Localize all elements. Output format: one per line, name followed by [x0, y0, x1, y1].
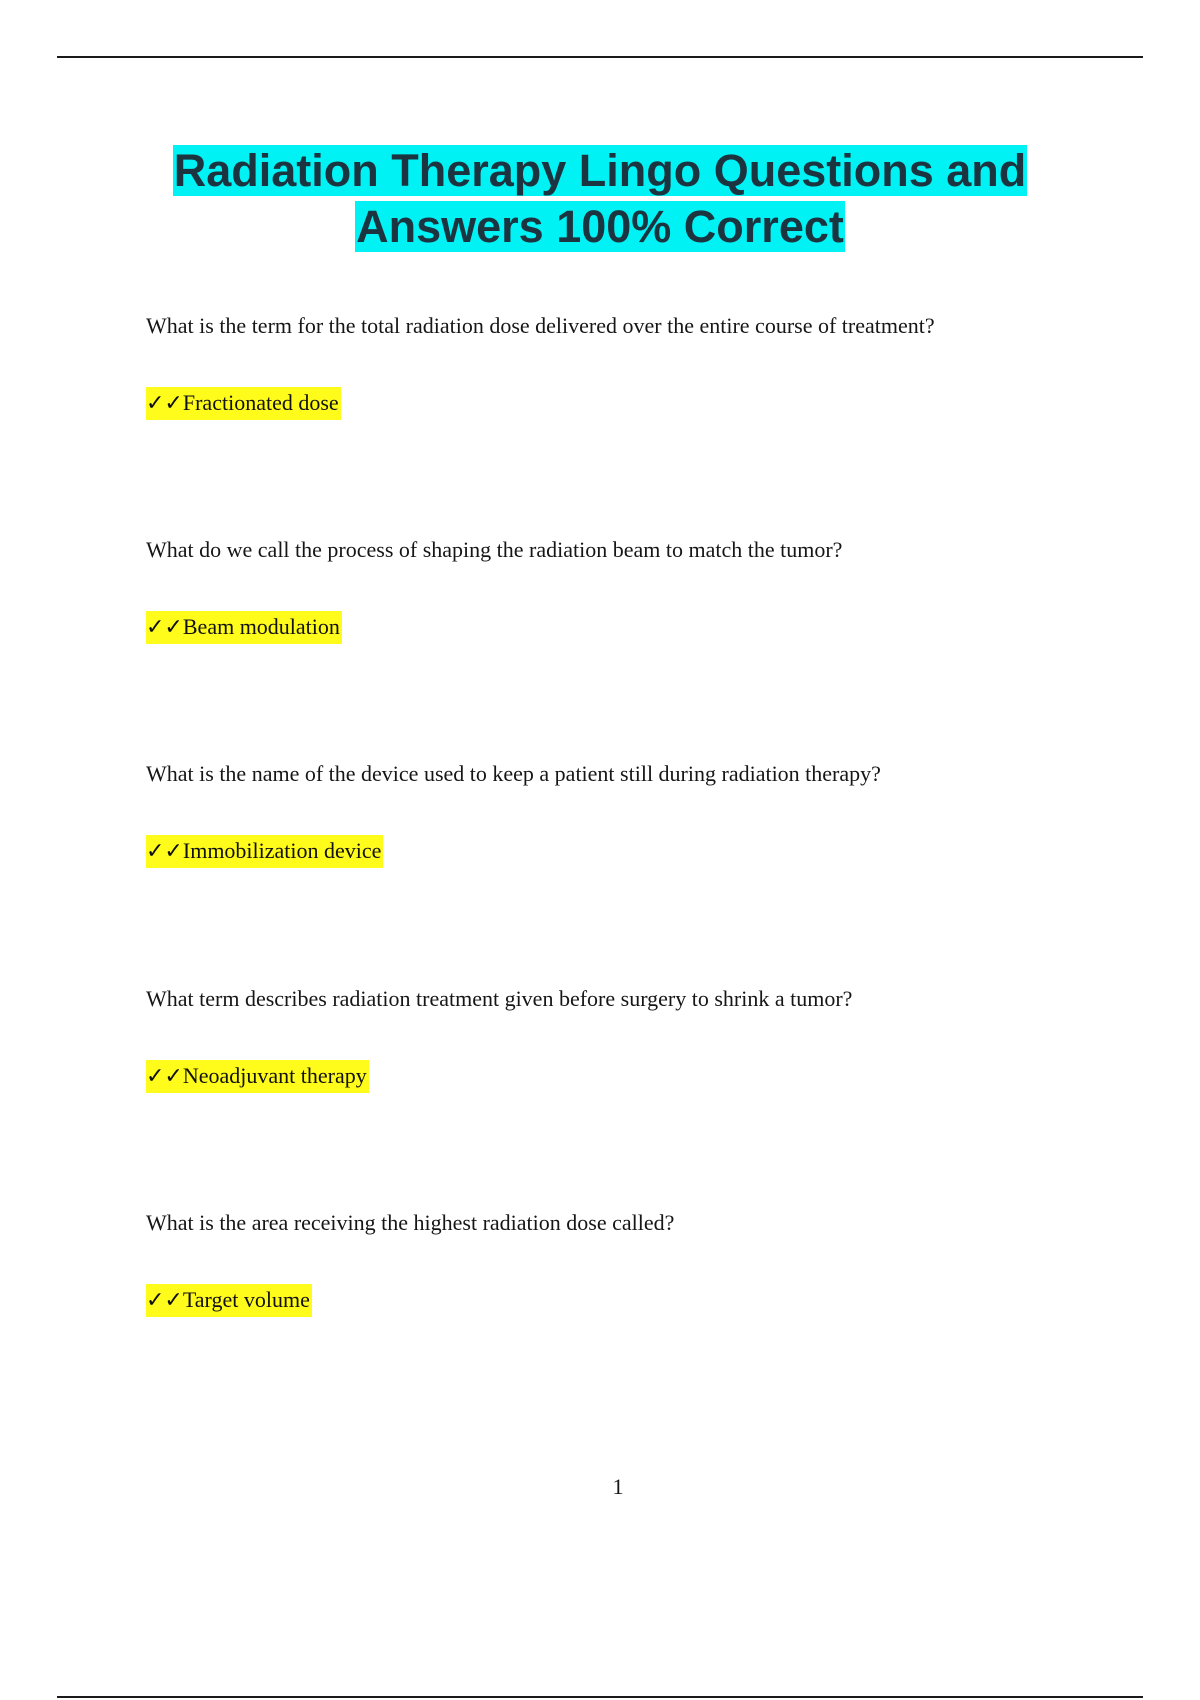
answer-text — [146, 835, 383, 868]
double-check-icon: ✓✓ — [146, 1288, 183, 1313]
answer-label: Immobilization device — [182, 838, 382, 863]
question-text: What is the name of the device used to keep a patient still during radiation therapy? — [146, 761, 881, 786]
double-check-icon: ✓✓ — [146, 839, 183, 864]
qa-item — [146, 984, 1106, 1089]
answer-text — [146, 387, 341, 420]
double-check-icon: ✓✓ — [146, 615, 183, 640]
title-line-1: Radiation Therapy Lingo Questions and — [173, 145, 1027, 196]
question-text: What do we call the process of shaping the radiation beam to match the tumor? — [146, 537, 843, 562]
qa-item — [146, 311, 1106, 416]
double-check-icon: ✓✓ — [146, 1064, 183, 1089]
answer-text — [146, 1060, 369, 1093]
qa-item — [146, 759, 1106, 864]
answer-label: Beam modulation — [182, 614, 340, 639]
question-text: What is the area receiving the highest radiation dose called? — [146, 1210, 675, 1235]
answer-label: Fractionated dose — [182, 390, 339, 415]
answer-text — [146, 611, 342, 644]
answer-label: Neoadjuvant therapy — [182, 1063, 367, 1088]
page-number: 1 — [612, 1474, 624, 1499]
qa-item — [146, 1208, 1106, 1313]
title-line-2: Answers 100% Correct — [356, 201, 844, 252]
qa-item — [146, 535, 1106, 640]
double-check-icon: ✓✓ — [146, 391, 183, 416]
question-text: What term describes radiation treatment given before surgery to shrink a tumor? — [146, 986, 853, 1011]
answer-text — [146, 1284, 312, 1317]
footer-rule — [57, 1696, 1143, 1698]
answer-label: Target volume — [182, 1287, 310, 1312]
question-text: What is the term for the total radiation dose delivered over the entire course of treatment? — [146, 313, 935, 338]
page-title — [0, 143, 1200, 255]
header-rule — [57, 56, 1143, 58]
